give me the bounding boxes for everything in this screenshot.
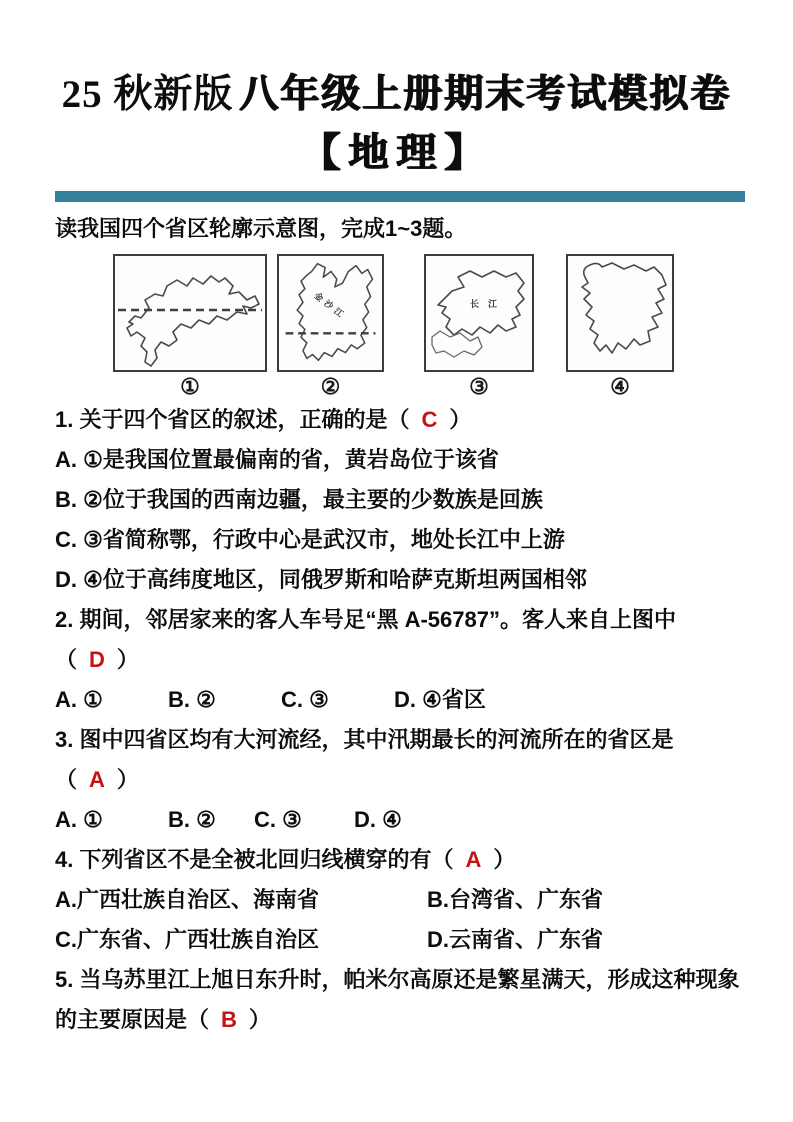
stem-text: 2. 期间，邻居家来的客人车号足“黑 A-56787”。客人来自上图中（ [55,607,676,672]
question-2-options [55,680,745,720]
guangdong-outline-map [113,254,267,372]
answer-letter: A [465,847,482,872]
stem-text: ） [116,767,139,792]
title-main: 八年级上册期末考试模拟卷 [239,73,732,116]
divider-bar [55,191,745,202]
question-5 [55,960,745,1040]
question-4 [55,840,745,960]
heilongjiang-outline-map [566,254,674,372]
title-prefix: 25 秋新版 [61,73,234,116]
intro-text: 读我国四个省区轮廓示意图，完成1~3题。 [55,216,467,241]
option-item: C.广东省、广西壮族自治区 [55,927,320,952]
answer-letter: B [221,1007,237,1032]
question-3 [55,720,745,840]
option-item: C. ③ [254,807,302,832]
option-item: C. ③ [281,687,329,712]
map-figure-2 [277,254,384,400]
province-maps-figure [113,254,745,400]
option-item: D. ④省区 [394,687,486,712]
yunnan-outline-map [277,254,384,372]
option-item: A.广西壮族自治区、海南省 [55,887,320,912]
option-item: B. ② [168,807,216,832]
exam-header [0,0,793,202]
question-2-stem [55,600,745,680]
map-figure-3 [424,254,534,400]
map-caption-3: ③ [469,374,489,399]
question-2 [55,600,745,720]
subject-title: 【地理】 [300,131,493,175]
stem-text: ） [449,407,472,432]
answer-letter: C [421,407,438,432]
option-item: A. ① [55,687,103,712]
question-4-options-row-1 [55,880,745,920]
question-5-stem [55,960,745,1040]
stem-text: 3. 图中四省区均有大河流经，其中汛期最长的河流所在的省区是（ [55,727,674,792]
river-label-changjiang: 长江 [470,299,507,309]
option-item: A. ①是我国位置最偏南的省，黄岩岛位于该省 [55,447,499,472]
stem-text: ） [248,1007,271,1032]
question-1-stem [55,400,745,440]
stem-text: 4. 下列省区不是全被北回归线横穿的有（ [55,847,454,872]
option-item: B. ②位于我国的西南边疆，最主要的少数族是回族 [55,487,543,512]
map-caption-1: ① [180,374,200,399]
question-4-stem [55,840,745,880]
hubei-outline-map [424,254,534,372]
question-1 [55,400,745,600]
option-item: B.台湾省、广东省 [427,887,604,912]
map-caption-2: ② [320,374,341,399]
map-figure-1 [113,254,267,400]
exam-body [0,202,793,1040]
answer-letter: D [89,647,105,672]
option-item: D. ④位于高纬度地区，同俄罗斯和哈萨克斯坦两国相邻 [55,567,587,592]
river-label-jinshajiang: 金沙江 [312,290,349,322]
province-outline-4 [582,263,666,353]
map-figure-4 [566,254,674,400]
question-3-stem [55,720,745,800]
stem-text: ） [493,847,516,872]
option-item: B. ② [168,687,216,712]
option-item: A. ① [55,807,103,832]
stem-text: ） [116,647,139,672]
question-3-options [55,800,745,840]
neighbor-boundary-sketch [432,331,482,357]
option-item: C. ③省简称鄂，行政中心是武汉市，地处长江中上游 [55,527,565,552]
province-outline-1 [127,276,259,366]
page-title [0,72,793,118]
stem-text: 5. 当乌苏里江上旭日东升时，帕米尔高原还是繁星满天，形成这种现象的主要原因是（ [55,967,740,1032]
answer-letter: A [89,767,105,792]
option-item: D.云南省、广东省 [427,927,604,952]
option-item: D. ④ [354,807,402,832]
stem-text: 1. 关于四个省区的叙述，正确的是（ [55,407,410,432]
map-caption-4: ④ [610,374,630,399]
question-4-options-row-2 [55,920,745,960]
